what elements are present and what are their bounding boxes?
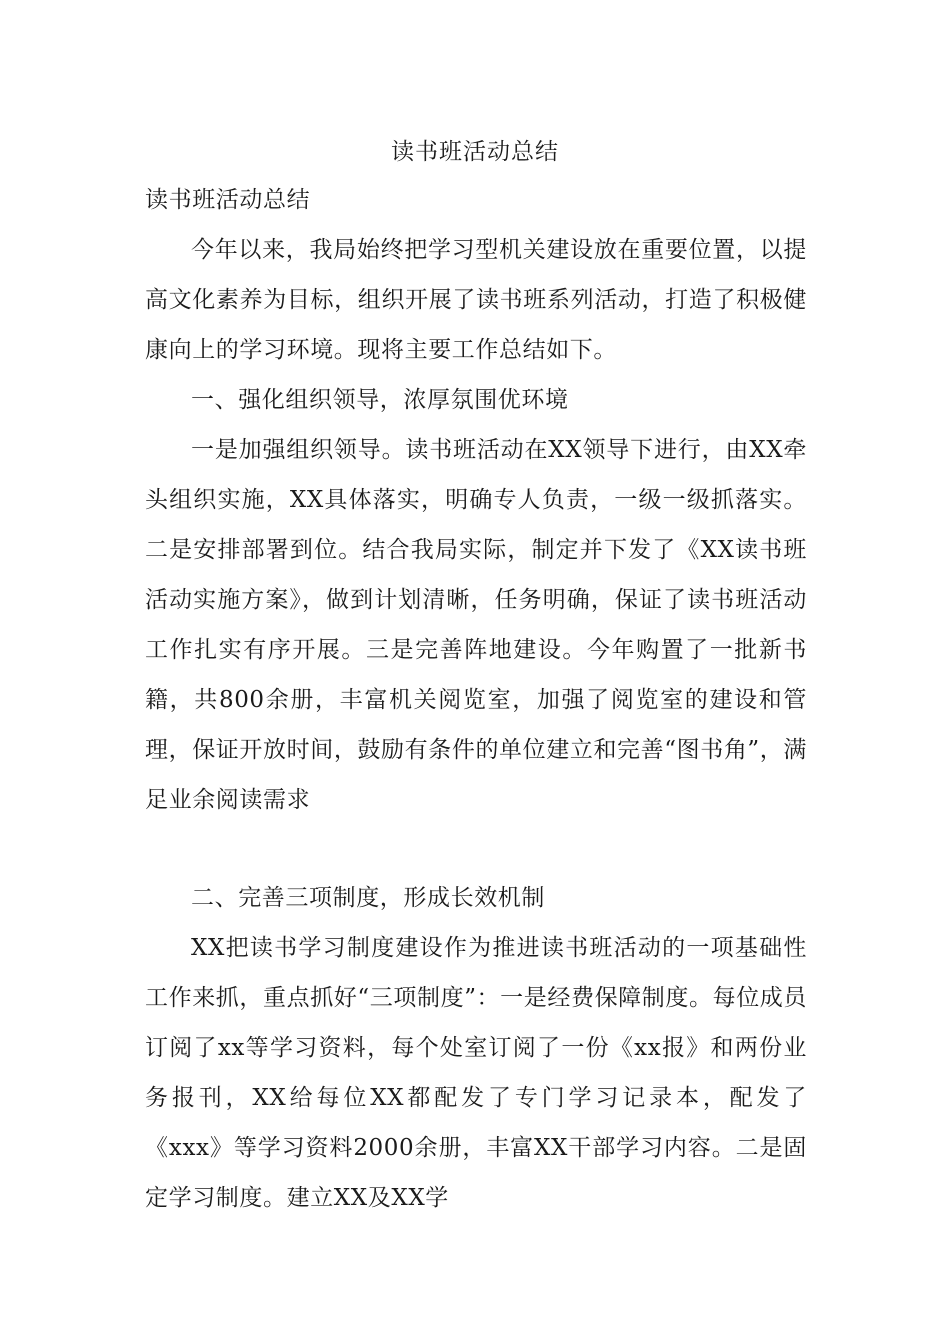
section-two-paragraph: XX把读书学习制度建设作为推进读书班活动的一项基础性工作来抓，重点抓好“三项制度”：一是经费保障制度。每位成员订阅了xx等学习资料，每个处室订阅了一份《xx报》和两份业务报刊，XX给每位XX都配发了专门学习记录本，配发了《xxx》等学习资料2000余册，丰富XX干部学习内容。二是固定学习制度。建立XX及XX学 <box>145 935 807 1211</box>
document-title: 读书班活动总结 <box>391 139 559 165</box>
section-one-heading: 一、强化组织领导，浓厚氛围优环境 <box>191 387 569 413</box>
intro-paragraph: 今年以来，我局始终把学习型机关建设放在重要位置，以提高文化素养为目标，组织开展了读书班系列活动，打造了积极健康向上的学习环境。现将主要工作总结如下。 <box>145 237 807 363</box>
section-two-heading: 二、完善三项制度，形成长效机制 <box>191 885 545 911</box>
document-subtitle: 读书班活动总结 <box>145 187 311 213</box>
section-one-paragraph: 一是加强组织领导。读书班活动在XX领导下进行，由XX牵头组织实施，XX具体落实，明确专人负责，一级一级抓落实。二是安排部署到位。结合我局实际，制定并下发了《XX读书班活动实施方案》，做到计划清晰，任务明确，保证了读书班活动工作扎实有序开展。三是完善阵地建设。今年购置了一批新书籍，共800余册，丰富机关阅览室，加强了阅览室的建设和管理，保证开放时间，鼓励有条件的单位建立和完善“图书角”，满足业余阅读需求 <box>145 437 807 813</box>
